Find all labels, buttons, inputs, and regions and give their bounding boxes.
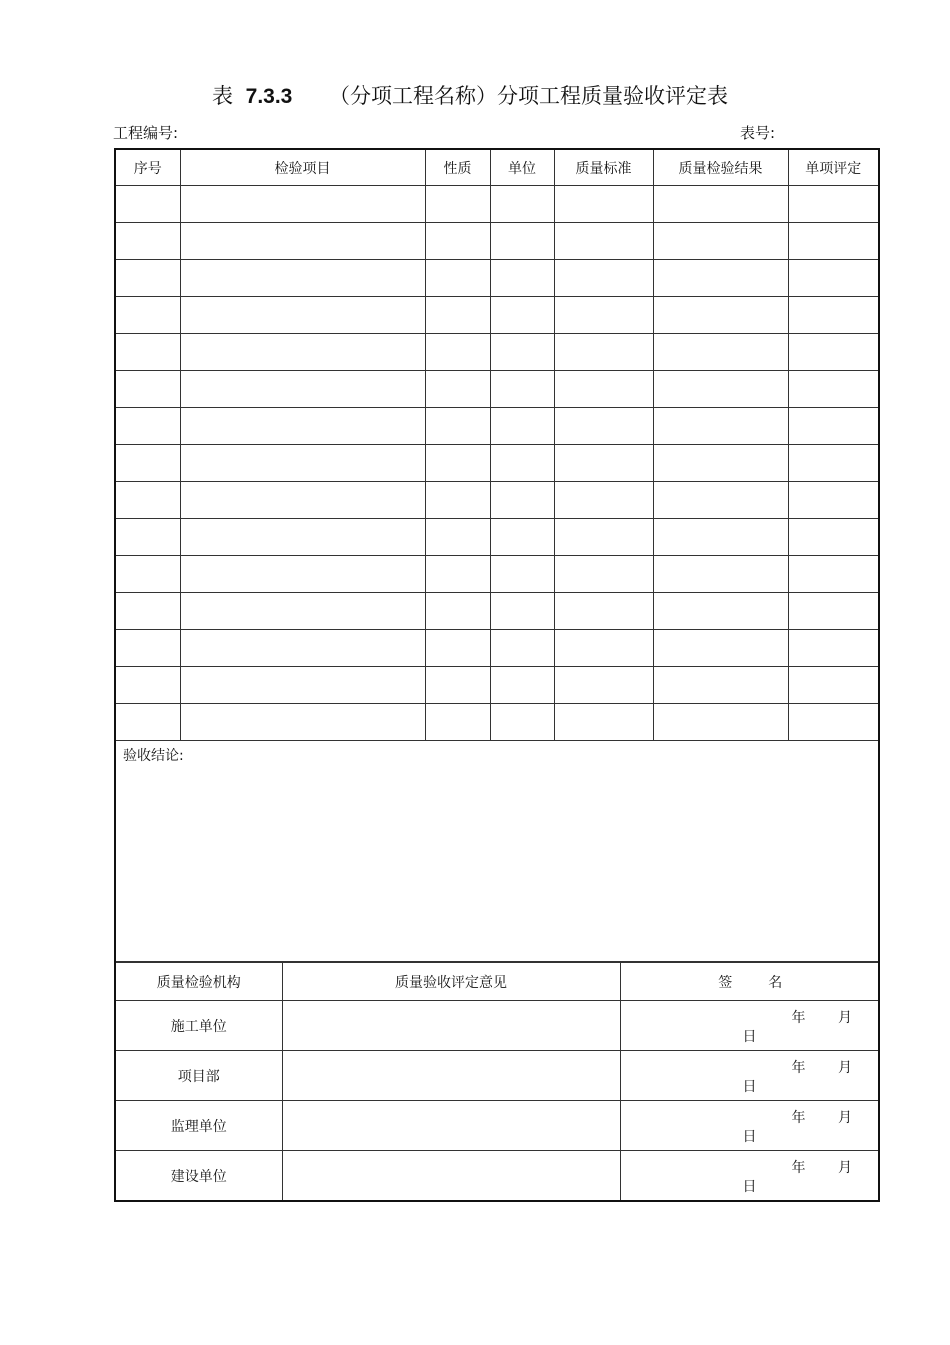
day-label: 日 <box>742 1179 757 1195</box>
table-cell[interactable] <box>115 408 180 445</box>
table-cell[interactable] <box>490 223 554 260</box>
project-number-label: 工程编号: <box>113 124 179 142</box>
table-cell[interactable] <box>788 408 879 445</box>
table-cell[interactable] <box>425 445 490 482</box>
day-label: 日 <box>742 1079 757 1095</box>
table-cell[interactable] <box>180 556 425 593</box>
table-row <box>115 334 879 371</box>
table-cell[interactable] <box>653 223 788 260</box>
table-row <box>115 408 879 445</box>
table-cell[interactable] <box>490 704 554 741</box>
table-cell[interactable] <box>788 704 879 741</box>
table-cell[interactable] <box>425 260 490 297</box>
table-cell[interactable] <box>115 445 180 482</box>
table-cell[interactable] <box>115 371 180 408</box>
sign-header-row <box>116 963 880 1001</box>
table-cell[interactable] <box>490 334 554 371</box>
table-cell[interactable] <box>425 519 490 556</box>
table-row <box>115 371 879 408</box>
col-header-unit: 单位 <box>490 149 554 186</box>
table-cell[interactable] <box>425 556 490 593</box>
table-cell[interactable] <box>180 482 425 519</box>
sign-row <box>116 1151 880 1201</box>
table-cell[interactable] <box>115 482 180 519</box>
table-cell[interactable] <box>490 297 554 334</box>
form-number-label: 表号: <box>740 124 776 142</box>
col-header-standard: 质量标准 <box>554 149 653 186</box>
signature-date-cell[interactable] <box>620 1151 880 1201</box>
table-cell[interactable] <box>788 482 879 519</box>
table-cell[interactable] <box>788 519 879 556</box>
table-cell[interactable] <box>425 297 490 334</box>
year-month-label: 年 月 <box>791 1060 852 1076</box>
table-cell[interactable] <box>425 334 490 371</box>
table-row <box>115 593 879 630</box>
conclusion-label: 验收结论: <box>123 748 184 764</box>
table-cell[interactable] <box>115 186 180 223</box>
table-cell[interactable] <box>788 667 879 704</box>
table-cell[interactable] <box>554 556 653 593</box>
table-cell[interactable] <box>115 297 180 334</box>
signature-date-cell[interactable] <box>620 1051 880 1101</box>
sign-org: 监理单位 <box>116 1101 282 1151</box>
table-row <box>115 667 879 704</box>
table-cell[interactable] <box>115 519 180 556</box>
table-cell[interactable] <box>490 630 554 667</box>
table-cell[interactable] <box>653 667 788 704</box>
table-row <box>115 630 879 667</box>
table-cell[interactable] <box>788 556 879 593</box>
year-month-label: 年 月 <box>791 1160 852 1176</box>
table-cell[interactable] <box>115 556 180 593</box>
col-header-rating: 单项评定 <box>788 149 879 186</box>
sign-org: 建设单位 <box>116 1151 282 1201</box>
table-cell[interactable] <box>653 704 788 741</box>
year-month-label: 年 月 <box>791 1010 852 1026</box>
table-cell[interactable] <box>788 186 879 223</box>
table-cell[interactable] <box>653 334 788 371</box>
table-cell[interactable] <box>653 408 788 445</box>
table-cell[interactable] <box>554 519 653 556</box>
table-cell[interactable] <box>115 704 180 741</box>
sign-header-org: 质量检验机构 <box>116 963 282 1001</box>
table-row <box>115 704 879 741</box>
sign-header-opinion: 质量验收评定意见 <box>282 963 620 1001</box>
title-prefix: 表 <box>211 84 233 108</box>
table-cell[interactable] <box>180 667 425 704</box>
table-cell[interactable] <box>653 445 788 482</box>
table-cell[interactable] <box>115 260 180 297</box>
table-cell[interactable] <box>554 482 653 519</box>
table-cell[interactable] <box>425 371 490 408</box>
table-cell[interactable] <box>554 445 653 482</box>
table-cell[interactable] <box>425 223 490 260</box>
table-cell[interactable] <box>788 334 879 371</box>
col-header-seq: 序号 <box>115 149 180 186</box>
table-cell[interactable] <box>425 630 490 667</box>
col-header-nature: 性质 <box>425 149 490 186</box>
col-header-result: 质量检验结果 <box>653 149 788 186</box>
table-cell[interactable] <box>180 704 425 741</box>
evaluation-table <box>114 148 880 1202</box>
table-cell[interactable] <box>490 593 554 630</box>
table-header-row <box>115 149 879 186</box>
sign-section-row <box>115 962 879 1202</box>
table-cell[interactable] <box>490 260 554 297</box>
table-cell[interactable] <box>115 223 180 260</box>
table-cell[interactable] <box>180 630 425 667</box>
table-cell[interactable] <box>490 445 554 482</box>
table-cell[interactable] <box>115 667 180 704</box>
table-cell[interactable] <box>653 260 788 297</box>
opinion-cell[interactable] <box>282 1151 620 1201</box>
table-cell[interactable] <box>490 519 554 556</box>
col-header-item: 检验项目 <box>180 149 425 186</box>
table-cell[interactable] <box>490 482 554 519</box>
table-cell[interactable] <box>554 408 653 445</box>
opinion-cell[interactable] <box>282 1051 620 1101</box>
table-cell[interactable] <box>425 704 490 741</box>
table-cell[interactable] <box>653 593 788 630</box>
table-cell[interactable] <box>554 260 653 297</box>
table-row <box>115 260 879 297</box>
table-row <box>115 186 879 223</box>
sign-row <box>116 1001 880 1051</box>
table-cell[interactable] <box>653 556 788 593</box>
table-cell[interactable] <box>490 186 554 223</box>
table-cell[interactable] <box>554 334 653 371</box>
table-cell[interactable] <box>180 408 425 445</box>
table-cell[interactable] <box>180 223 425 260</box>
table-cell[interactable] <box>180 593 425 630</box>
table-cell[interactable] <box>788 371 879 408</box>
table-cell[interactable] <box>180 519 425 556</box>
table-cell[interactable] <box>788 297 879 334</box>
table-body <box>115 186 879 741</box>
table-row <box>115 556 879 593</box>
table-cell[interactable] <box>788 593 879 630</box>
table-cell[interactable] <box>180 297 425 334</box>
sign-row <box>116 1051 880 1101</box>
table-cell[interactable] <box>653 519 788 556</box>
table-cell[interactable] <box>554 297 653 334</box>
table-cell[interactable] <box>554 593 653 630</box>
signature-date-cell[interactable] <box>620 1101 880 1151</box>
table-cell[interactable] <box>788 223 879 260</box>
table-cell[interactable] <box>490 408 554 445</box>
table-cell[interactable] <box>554 371 653 408</box>
sign-row <box>116 1101 880 1151</box>
table-cell[interactable] <box>653 186 788 223</box>
table-cell[interactable] <box>554 667 653 704</box>
sign-header-signature: 签 名 <box>620 963 880 1001</box>
form-title <box>0 80 940 110</box>
opinion-cell[interactable] <box>282 1001 620 1051</box>
table-cell[interactable] <box>653 482 788 519</box>
table-cell[interactable] <box>788 445 879 482</box>
sign-table <box>116 962 880 1200</box>
table-row <box>115 223 879 260</box>
table-cell[interactable] <box>425 593 490 630</box>
day-label: 日 <box>742 1029 757 1045</box>
table-cell[interactable] <box>115 630 180 667</box>
table-cell[interactable] <box>425 408 490 445</box>
table-cell[interactable] <box>490 556 554 593</box>
table-cell[interactable] <box>554 186 653 223</box>
table-cell[interactable] <box>490 371 554 408</box>
table-row <box>115 297 879 334</box>
table-cell[interactable] <box>788 260 879 297</box>
table-cell[interactable] <box>180 371 425 408</box>
signature-date-cell[interactable] <box>620 1001 880 1051</box>
sign-org: 施工单位 <box>116 1001 282 1051</box>
table-cell[interactable] <box>653 630 788 667</box>
table-cell[interactable] <box>180 445 425 482</box>
sign-org: 项目部 <box>116 1051 282 1101</box>
table-cell[interactable] <box>425 186 490 223</box>
conclusion-cell[interactable] <box>115 741 879 962</box>
table-cell[interactable] <box>180 260 425 297</box>
table-cell[interactable] <box>554 704 653 741</box>
table-cell[interactable] <box>788 630 879 667</box>
table-cell[interactable] <box>425 667 490 704</box>
table-cell[interactable] <box>425 482 490 519</box>
table-row <box>115 445 879 482</box>
table-cell[interactable] <box>180 186 425 223</box>
table-cell[interactable] <box>115 334 180 371</box>
table-row <box>115 482 879 519</box>
table-cell[interactable] <box>115 593 180 630</box>
title-text: （分项工程名称）分项工程质量验收评定表 <box>329 84 729 108</box>
opinion-cell[interactable] <box>282 1101 620 1151</box>
table-row <box>115 519 879 556</box>
table-cell[interactable] <box>554 630 653 667</box>
year-month-label: 年 月 <box>791 1110 852 1126</box>
sign-body <box>116 1001 880 1201</box>
table-cell[interactable] <box>180 334 425 371</box>
conclusion-row <box>115 741 879 962</box>
day-label: 日 <box>742 1129 757 1145</box>
title-number: 7.3.3 <box>245 85 293 108</box>
table-cell[interactable] <box>653 297 788 334</box>
table-cell[interactable] <box>653 371 788 408</box>
table-cell[interactable] <box>490 667 554 704</box>
table-cell[interactable] <box>554 223 653 260</box>
